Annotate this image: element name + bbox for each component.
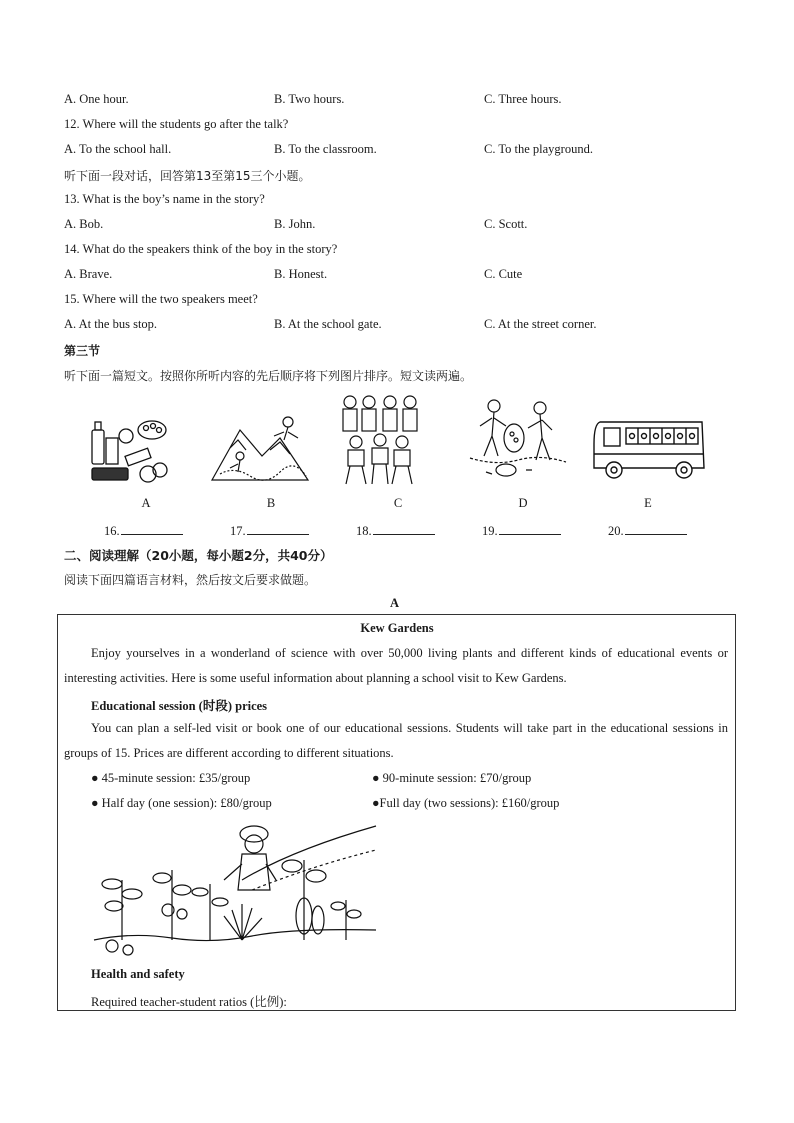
price-item: ● 45-minute session: £35/group [91, 771, 251, 785]
q15-option-b: B. At the school gate. [274, 317, 382, 331]
school-bus-icon [590, 414, 708, 484]
price-item: ● 90-minute session: £70/group [372, 771, 532, 785]
section3-title: 第三节 [64, 344, 101, 358]
picture-label-d: D [518, 496, 528, 510]
blank-number: 19. [482, 524, 498, 538]
q14-option-c: C. Cute [484, 267, 523, 281]
children-with-bag-icon [466, 396, 570, 480]
q14-option-b: B. Honest. [274, 267, 328, 281]
price-item: ●Full day (two sessions): £160/group [372, 796, 560, 810]
q15-stem: 15. Where will the two speakers meet? [64, 292, 258, 306]
passage-heading-prices: Educational session (时段) prices [91, 699, 268, 713]
q11-option-b: B. Two hours. [274, 92, 345, 106]
mountain-climbing-icon [210, 410, 310, 488]
q12-option-c: C. To the playground. [484, 142, 593, 156]
passage-letter: A [390, 596, 400, 610]
part2-instruction: 阅读下面四篇语言材料，然后按文后要求做题。 [64, 573, 317, 587]
q14-option-a: A. Brave. [64, 267, 113, 281]
q11-option-a: A. One hour. [64, 92, 129, 106]
picture-label-b: B [266, 496, 276, 510]
answer-blank-16[interactable] [104, 522, 183, 539]
q14-stem: 14. What do the speakers think of the boy in the story? [64, 242, 338, 256]
q13-stem: 13. What is the boy’s name in the story? [64, 192, 265, 206]
answer-blank-20[interactable] [608, 522, 687, 539]
q15-option-c: C. At the street corner. [484, 317, 597, 331]
q13-option-a: A. Bob. [64, 217, 104, 231]
blank-number: 16. [104, 524, 120, 538]
q12-stem: 12. Where will the students go after the talk? [64, 117, 289, 131]
passage-paragraph-2: You can plan a self-led visit or book one of our educational sessions. Students will take part in the educational sessions in groups of 15. Prices are different according to different situations. [64, 721, 728, 760]
part2-title: 二、阅读理解（20小题，每小题2分，共40分） [64, 548, 333, 563]
food-picnic-icon [86, 408, 176, 488]
blank-number: 17. [230, 524, 246, 538]
passage-heading-health: Health and safety [91, 967, 185, 981]
answer-blank-17[interactable] [230, 522, 309, 539]
picture-label-c: C [393, 496, 403, 510]
passage-paragraph-1: Enjoy yourselves in a wonderland of science with over 50,000 living plants and different kinds of educational events or interesting activities. Here is some useful information about planning a school visit to Kew Gardens. [64, 646, 728, 685]
q13-option-b: B. John. [274, 217, 316, 231]
answer-blank-18[interactable] [356, 522, 435, 539]
group-of-students-icon [336, 392, 424, 488]
answer-blank-19[interactable] [482, 522, 561, 539]
section3-instruction: 听下面一篇短文。按照你所听内容的先后顺序将下列图片排序。短文读两遍。 [64, 369, 473, 383]
q15-option-a: A. At the bus stop. [64, 317, 158, 331]
picture-label-e: E [644, 496, 652, 510]
q12-option-b: B. To the classroom. [274, 142, 377, 156]
q12-option-a: A. To the school hall. [64, 142, 172, 156]
price-item: ● Half day (one session): £80/group [91, 796, 272, 810]
passage-title: Kew Gardens [360, 621, 434, 635]
blank-number: 20. [608, 524, 624, 538]
picture-label-a: A [141, 496, 151, 510]
passage-paragraph-3: Required teacher-student ratios (比例): [91, 995, 287, 1009]
q13-option-c: C. Scott. [484, 217, 528, 231]
q11-option-c: C. Three hours. [484, 92, 562, 106]
gardening-illustration [92, 820, 378, 958]
blank-number: 18. [356, 524, 372, 538]
instruction-13-15: 听下面一段对话，回答第13至第15三个小题。 [64, 169, 311, 183]
